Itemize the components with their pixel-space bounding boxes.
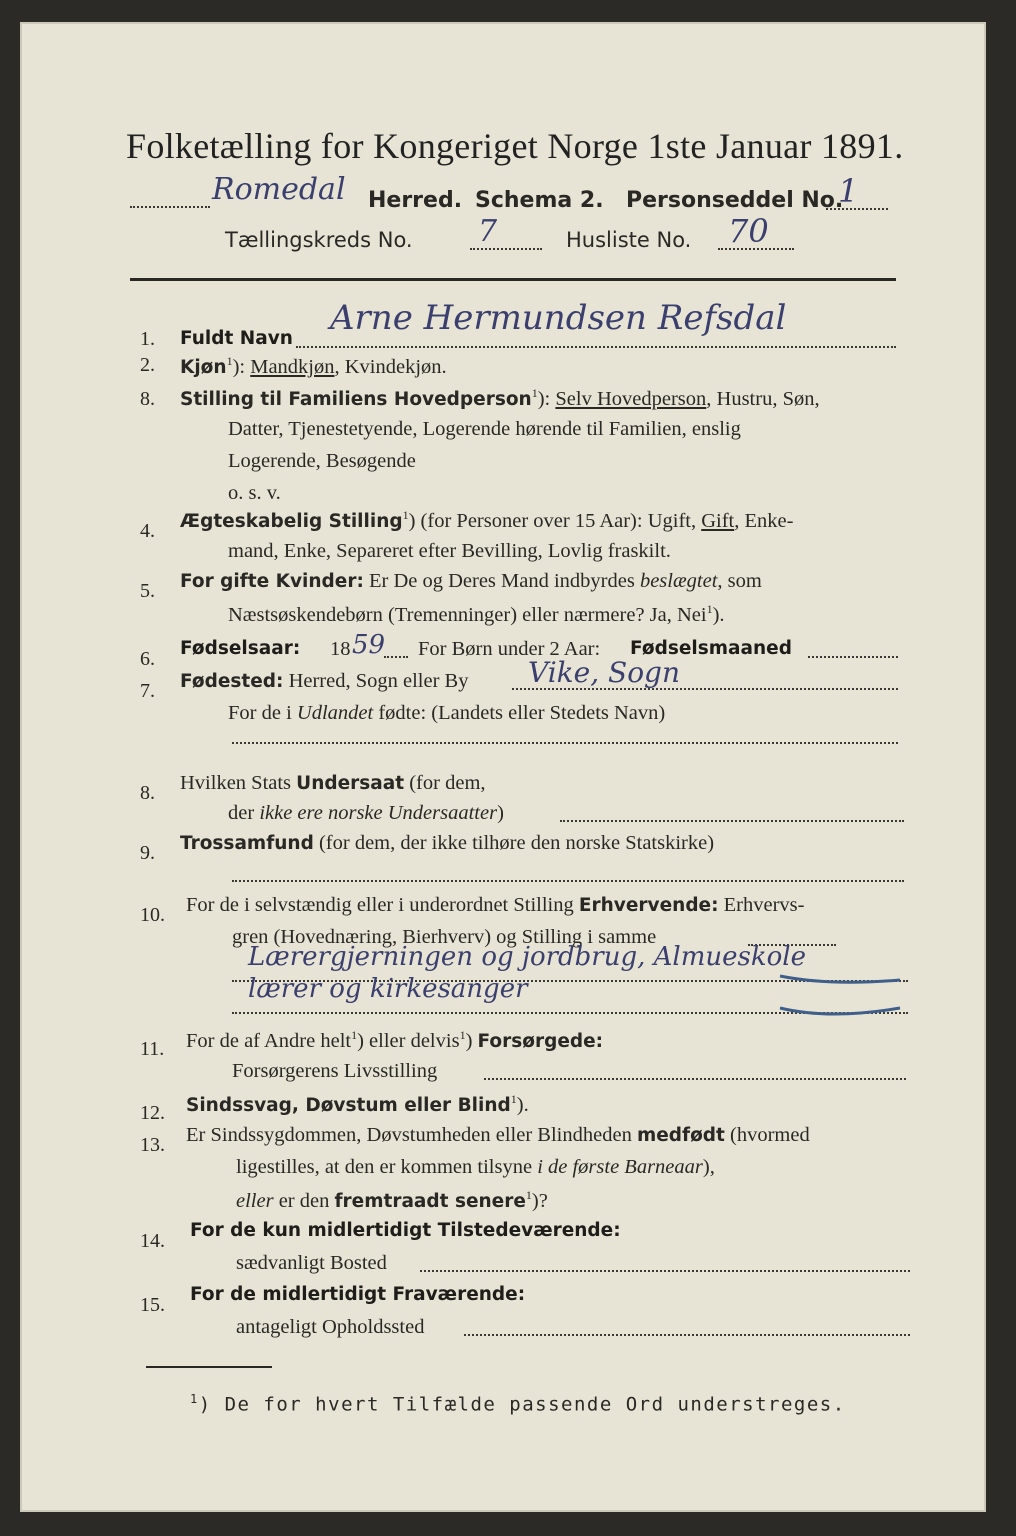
marital-line [180, 508, 793, 533]
husliste-handwritten: 70 [728, 212, 769, 250]
item-number: 2. [140, 354, 155, 376]
citizenship-line2 [228, 802, 504, 825]
temporary-present-label: For de kun midlertidigt Tilstedeværende: [190, 1220, 621, 1241]
congenital-line [186, 1124, 810, 1147]
dotted-line [718, 248, 794, 250]
household-options-line3: Logerende, Besøgende [228, 450, 416, 472]
husliste-label: Husliste No. [566, 228, 692, 252]
occupation-question-end: Erhvervs- [718, 894, 805, 916]
dotted-line [232, 742, 898, 744]
supporter-occupation-label: Forsørgerens Livsstilling [232, 1060, 438, 1082]
dotted-line [384, 656, 408, 658]
item-number: 13. [140, 1134, 165, 1156]
footnote [190, 1392, 846, 1415]
birth-year-prefix: 18 [330, 638, 351, 660]
item-number: 4. [140, 520, 155, 542]
selv-hovedperson-underlined: Selv Hovedperson [555, 387, 707, 410]
married-women-line [180, 570, 762, 593]
pen-stroke-underline [760, 964, 910, 1024]
household-options: , Hustru, Søn, [706, 387, 820, 410]
beslaegtet-italic: beslægtet [639, 570, 718, 592]
herred-label: Herred. [368, 188, 463, 213]
marital-line2: mand, Enke, Separeret efter Bevilling, Lovlig fraskilt. [228, 540, 671, 562]
dotted-line [808, 656, 898, 658]
birthplace-handwritten: Vike, Sogn [528, 656, 681, 689]
presumed-location-label: antageligt Opholdssted [236, 1316, 425, 1338]
marital-label: Ægteskabelig Stilling [180, 510, 403, 532]
citizenship-label-a: Hvilken Stats [180, 772, 297, 794]
birthplace-question: Herred, Sogn eller By [283, 670, 469, 692]
dotted-line [420, 1270, 910, 1272]
birth-month-question: For Børn under 2 Aar: [418, 638, 601, 660]
birth-year-handwritten: 59 [352, 630, 386, 660]
supported-question-a: For de af Andre helt [186, 1029, 352, 1052]
udlandet-italic: Udlandet [296, 702, 374, 724]
citizenship-label-b: Undersaat [296, 773, 405, 794]
dotted-line [560, 820, 904, 822]
congenital-question-end: (hvormed [724, 1124, 810, 1146]
disability-label: Sindssvag, Døvstum eller Blind [186, 1094, 511, 1116]
sex-label-tail: ): [232, 355, 246, 378]
temporary-absent-label: For de midlertidigt Fraværende: [190, 1284, 526, 1305]
disability-line [186, 1092, 529, 1117]
congenital-question: Er Sindssygdommen, Døvstumheden eller Blindheden [186, 1124, 637, 1146]
congenital-line2-italic: i de første Barneaar [537, 1156, 703, 1178]
kinship-question-end: ). [712, 603, 725, 626]
married-women-question-end: , som [717, 570, 762, 592]
kreds-handwritten: 7 [478, 214, 498, 249]
citizenship-line [180, 772, 486, 795]
item-number: 5. [140, 580, 155, 602]
dotted-line [464, 1334, 910, 1336]
form-title: Folketælling for Kongeriget Norge 1ste Januar 1891. [126, 126, 904, 166]
occupation-handwritten-line2: lærer og kirkesanger [248, 974, 528, 1004]
occupation-line2: gren (Hovednæring, Bierhverv) og Stilling i samme [232, 926, 657, 948]
item-number: 6. [140, 648, 155, 670]
dotted-line [470, 248, 542, 250]
footnote-text: ) De for hvert Tilfælde passende Ord understreges. [198, 1393, 846, 1416]
birthplace-label: Fødested: [180, 671, 284, 692]
schema-label: Schema 2. [475, 188, 604, 213]
item-number: 14. [140, 1230, 165, 1252]
footnote-marker: 1 [459, 1028, 466, 1042]
footnote-marker: 1 [531, 386, 538, 400]
occupation-question: For de i selvstændig eller i underordnet Stilling [186, 894, 579, 916]
congenital-line2-a: ligestilles, at den er kommen tilsyne [236, 1156, 538, 1178]
footnote-marker: 1 [402, 508, 409, 522]
kreds-label: Tællingskreds No. [225, 228, 413, 252]
religion-question: (for dem, der ikke tilhøre den norske Statskirke) [313, 832, 715, 854]
footnote-marker: 1 [525, 1188, 532, 1202]
dotted-line [296, 346, 896, 348]
full-name-label: Fuldt Navn [180, 328, 293, 349]
sex-options: , Kvindekjøn. [334, 355, 447, 378]
married-women-question: Er De og Deres Mand indbyrdes [363, 570, 640, 592]
birthplace-line [180, 670, 468, 693]
dotted-line [232, 880, 904, 882]
congenital-line3-italic: eller [236, 1189, 274, 1212]
header-rule [130, 278, 896, 281]
congenital-line3 [236, 1188, 548, 1213]
footnote-rule [146, 1366, 272, 1368]
congenital-line3-end: )? [531, 1189, 548, 1212]
item-number: 12. [140, 1102, 165, 1124]
medfodt-bold: medfødt [636, 1125, 725, 1146]
supported-question-c: ) [465, 1029, 478, 1052]
household-options-line2: Datter, Tjenestetyende, Logerende hørende til Familien, enslig [228, 418, 741, 440]
footnote-marker: 1 [510, 1092, 517, 1106]
sex-line [180, 354, 447, 379]
congenital-line3-bold: fremtraadt senere [334, 1190, 526, 1212]
citizenship-question: (for dem, [404, 772, 486, 794]
footnote-marker: 1 [706, 602, 713, 616]
household-position-line [180, 386, 820, 411]
item-number: 8. [140, 782, 155, 804]
usual-residence-label: sædvanligt Bosted [236, 1252, 387, 1274]
married-women-line2 [228, 602, 725, 627]
sex-label: Kjøn [180, 356, 227, 378]
congenital-line3-a: er den [273, 1189, 335, 1212]
item-number: 10. [140, 904, 165, 926]
supported-question-b: ) eller delvis [357, 1029, 460, 1052]
disability-label-end: ). [516, 1093, 529, 1116]
marital-options: ) (for Personer over 15 Aar): Ugift, [408, 509, 702, 532]
footnote-marker: 1 [351, 1028, 358, 1042]
religion-line [180, 832, 714, 855]
household-position-label-tail: ): [537, 387, 551, 410]
supported-label: Forsørgede: [477, 1030, 604, 1052]
household-options-line4: o. s. v. [228, 482, 281, 504]
citizenship-line2-italic: ikke ere norske Undersaatter [259, 802, 498, 824]
footnote-marker: 1 [226, 354, 233, 368]
footnote-marker: 1 [190, 1392, 199, 1406]
dotted-line [484, 1078, 906, 1080]
abroad-text: For de i [228, 702, 297, 724]
dotted-line [130, 206, 210, 208]
citizenship-line2-end: ) [497, 802, 504, 824]
birth-year-label: Fødselsaar: [180, 638, 301, 659]
birth-month-label: Fødselsmaaned [630, 638, 792, 659]
item-number: 15. [140, 1294, 165, 1316]
item-number: 9. [140, 842, 155, 864]
sex-male-underlined: Mandkjøn [250, 355, 335, 378]
congenital-line2 [236, 1156, 715, 1179]
item-number: 1. [140, 328, 155, 350]
birthplace-line2 [228, 702, 665, 725]
occupation-label: Erhvervende: [578, 895, 719, 916]
item-number: 11. [140, 1038, 165, 1060]
citizenship-line2-a: der [228, 802, 260, 824]
personseddel-label: Personseddel No. [626, 188, 844, 213]
supported-line [186, 1028, 603, 1053]
religion-label: Trossamfund [180, 833, 314, 854]
occupation-handwritten-line1: Lærergjerningen og jordbrug, Almueskole [248, 942, 806, 972]
occupation-line [186, 894, 804, 917]
item-number: 7. [140, 680, 155, 702]
personseddel-handwritten: 1 [838, 172, 859, 210]
dotted-line [826, 208, 888, 210]
marital-options-end: , Enke- [734, 509, 794, 532]
congenital-line2-end: ), [702, 1156, 715, 1178]
herred-handwritten: Romedal [212, 172, 346, 207]
household-position-label: Stilling til Familiens Hovedperson [180, 388, 532, 410]
kinship-question: Næstsøskendebørn (Tremenninger) eller nærmere? Ja, Nei [228, 603, 707, 626]
gift-underlined: Gift [701, 509, 735, 532]
abroad-text-end: fødte: (Landets eller Stedets Navn) [373, 702, 666, 724]
full-name-handwritten: Arne Hermundsen Refsdal [330, 298, 787, 338]
item-number: 8. [140, 388, 155, 410]
married-women-label: For gifte Kvinder: [180, 571, 364, 592]
